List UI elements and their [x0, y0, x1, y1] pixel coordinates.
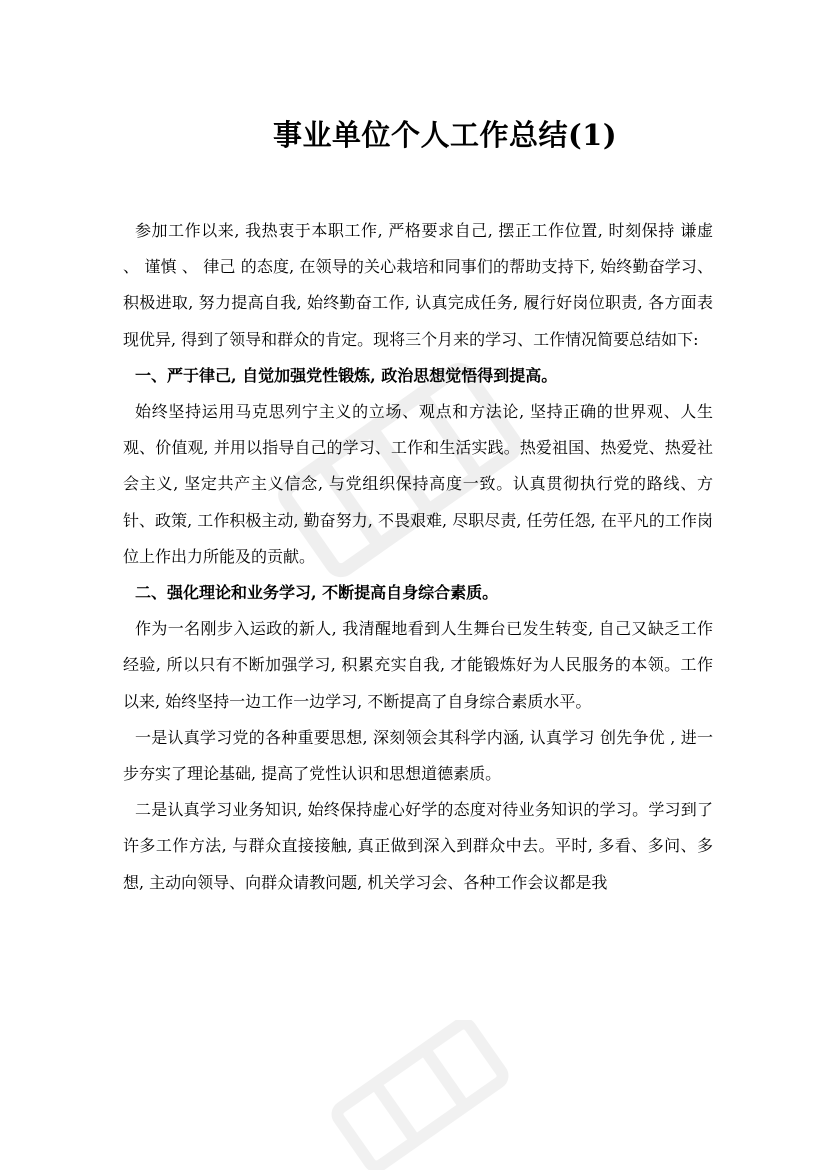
paragraph-point-1: 一是认真学习党的各种重要思想, 深刻领会其科学内涵, 认真学习 创先争优 , 进一步夯实了理论基础, 提高了党性认识和思想道德素质。: [123, 727, 713, 784]
watermark-logo-icon: [320, 1020, 520, 1170]
paragraph-intro: 参加工作以来, 我热衷于本职工作, 严格要求自己, 摆正工作位置, 时刻保持 谦虚 、 谨慎 、 律己 的态度, 在领导的关心栽培和同事们的帮助支持下, 始终勤奋学习、积极进取, 努力提高自我, 始终勤奋工作, 认真完成任务, 履行好岗位职责, 各方面表现优异, 得到了领导和群众的肯定。现将三个月来的学习、工作情况简要总结如下:: [123, 221, 713, 349]
paragraph-section-2: 作为一名刚步入运政的新人, 我清醒地看到人生舞台已发生转变, 自己又缺乏工作经验, 所以只有不断加强学习, 积累充实自我, 才能锻炼好为人民服务的本领。工作以来, 始终坚持一边工作一边学习, 不断提高了自身综合素质水平。: [123, 619, 713, 711]
section-heading-1: 一、严于律己, 自觉加强党性锻炼, 政治思想觉悟得到提高。: [135, 365, 558, 385]
paragraph-section-1: 始终坚持运用马克思列宁主义的立场、观点和方法论, 坚持正确的世界观、人生观、价值观, 并用以指导自己的学习、工作和生活实践。热爱祖国、热爱党、热爱社会主义, 坚定共产主义信念, 与党组织保持高度一致。认真贯彻执行党的路线、方针、政策, 工作积极主动, 勤奋努力, 不畏艰难, 尽职尽责, 任劳任怨, 在平凡的工作岗位上作出力所能及的贡献。: [123, 402, 713, 566]
document-body: [123, 213, 713, 901]
paragraph-point-2: 二是认真学习业务知识, 始终保持虚心好学的态度对待业务知识的学习。学习到了许多工作方法, 与群众直接接触, 真正做到深入到群众中去。平时, 多看、多问、多想, 主动向领导、向群众请教问题, 机关学习会、各种工作会议都是我: [123, 800, 713, 892]
document-title: 事业单位个人工作总结(1): [272, 118, 618, 152]
section-heading-2: 二、强化理论和业务学习, 不断提高自身综合素质。: [135, 583, 499, 603]
